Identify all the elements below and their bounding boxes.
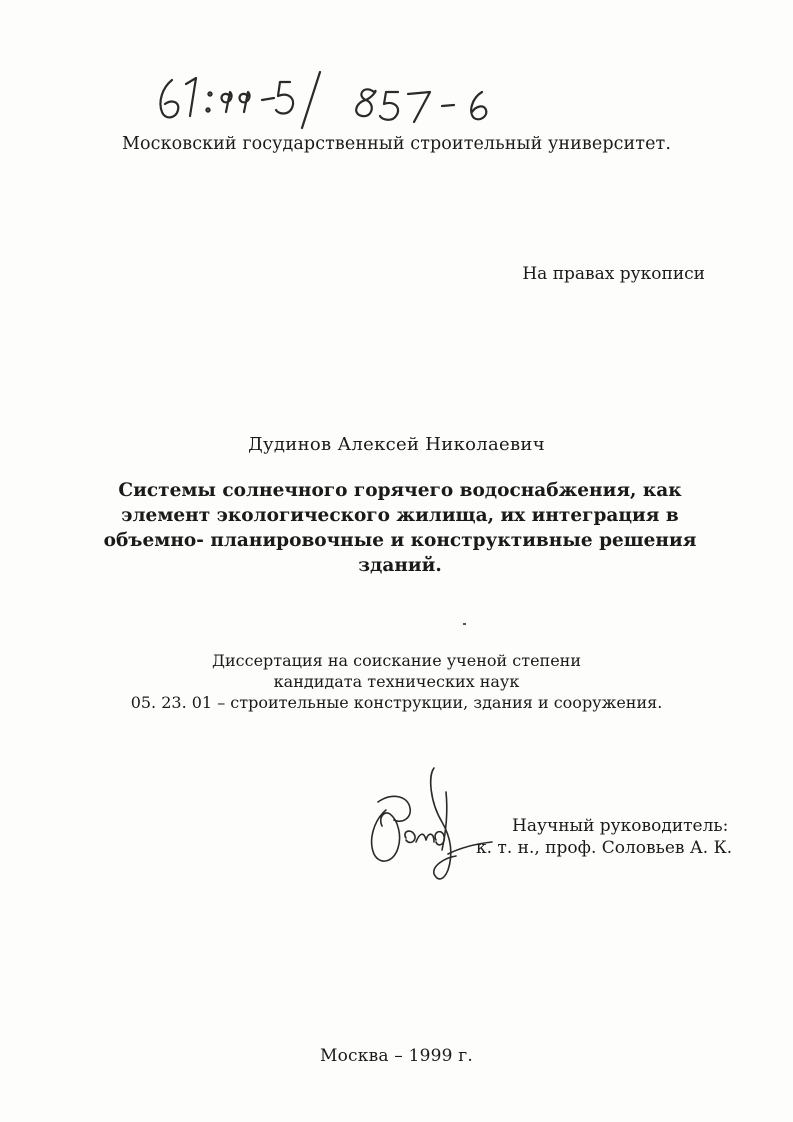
title-line: Системы солнечного горячего водоснабжения, как (118, 480, 682, 501)
title-line: объемно- планировочные и конструктивные решения (103, 530, 697, 551)
supervisor-block (476, 815, 732, 859)
dissertation-degree-line: Диссертация на соискание ученой степени (211, 651, 581, 670)
dissertation-info (0, 650, 793, 713)
dissertation-specialty: 05. 23. 01 – строительные конструкции, здания и сооружения. (130, 693, 663, 712)
manuscript-rights-label: На правах рукописи (522, 264, 705, 284)
supervisor-name: к. т. н., проф. Соловьев А. К. (476, 838, 733, 858)
handwritten-reference-number (150, 66, 550, 136)
author-name: Дудинов Алексей Николаевич (248, 434, 545, 455)
city-year: Москва – 1999 г. (320, 1046, 473, 1066)
dissertation-candidate-line: кандидата технических наук (273, 672, 520, 691)
title-line: элемент экологического жилища, их интеграция в (121, 505, 679, 526)
scan-speck (463, 623, 466, 625)
title-line: зданий. (358, 555, 442, 576)
supervisor-role: Научный руководитель: (512, 816, 729, 836)
university-name: Московский государственный строительный университет. (122, 134, 671, 154)
dissertation-title (100, 478, 700, 578)
